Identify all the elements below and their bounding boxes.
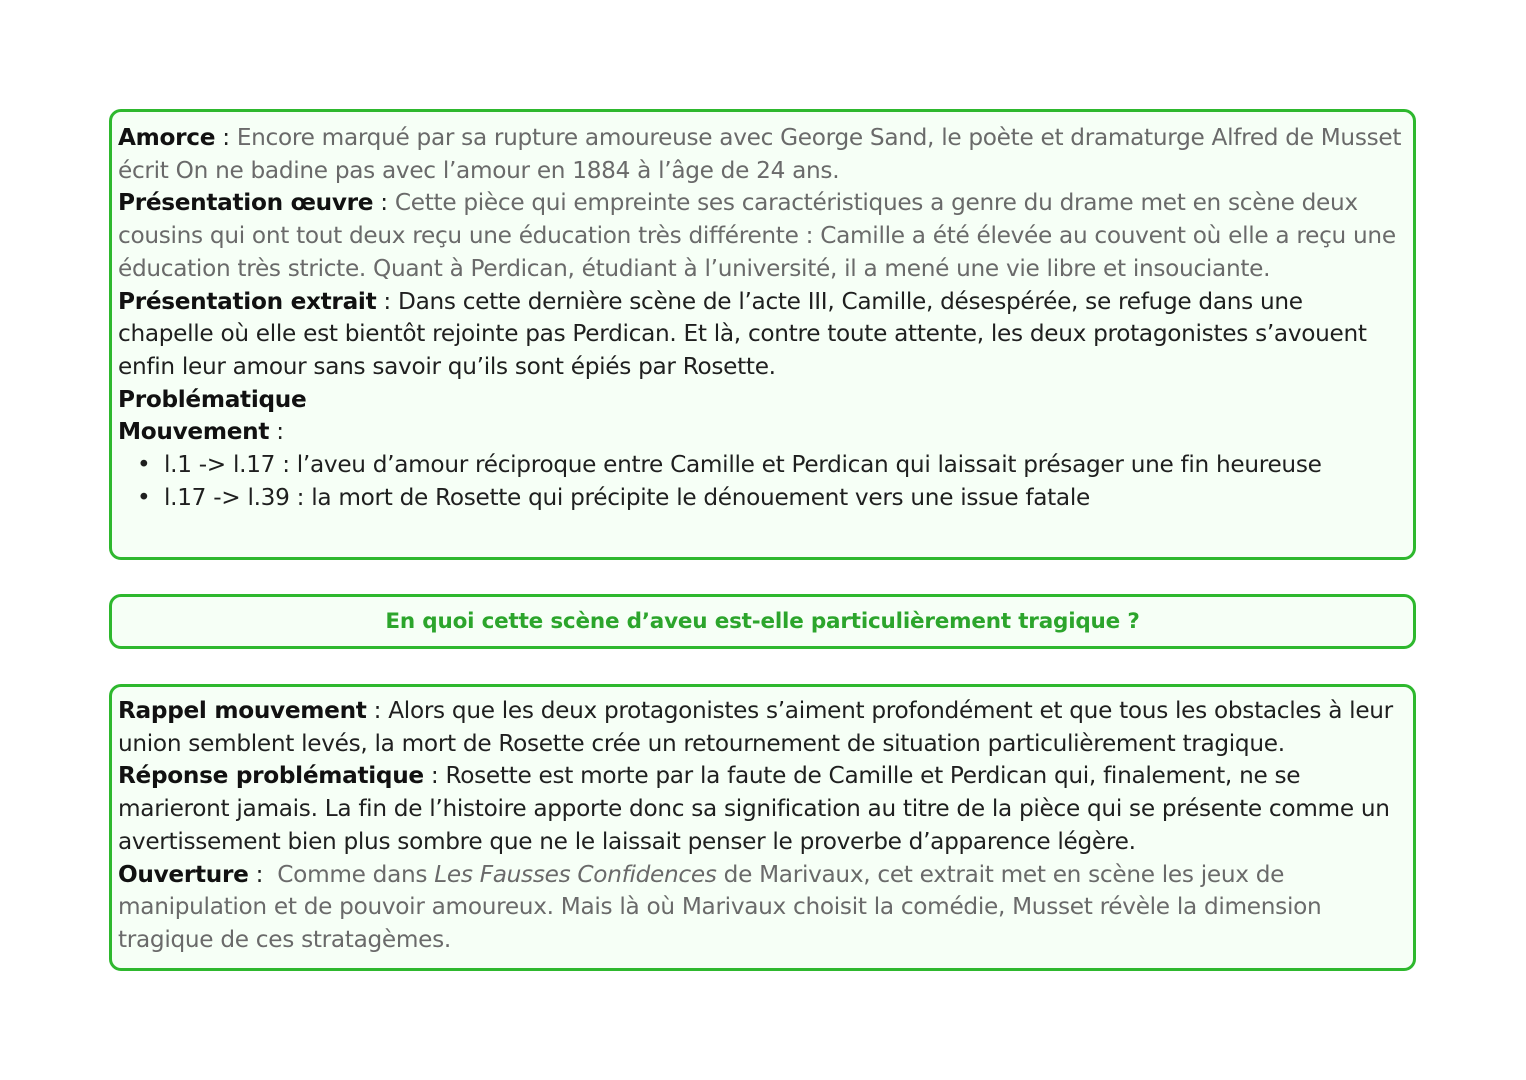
presentation-extrait-paragraph xyxy=(118,286,1403,384)
mouvement-label: Mouvement xyxy=(118,418,270,446)
mouvement-item-text: l.17 -> l.39 : la mort de Rosette qui précipite le dénouement vers une issue fatale xyxy=(164,483,1090,511)
presentation-extrait-separator: : xyxy=(376,287,399,315)
ouverture-separator: : xyxy=(248,860,278,888)
problematique-label: Problématique xyxy=(118,385,307,413)
ouverture-work-title: Les Fausses Confidences xyxy=(434,860,717,888)
reponse-text: Rosette est morte par la faute de Camille et Perdican qui, finalement, ne se marieront jamais. La fin de l’histoire apporte donc sa signification au titre de la pièce qui se présente comme un avertissement bien plus sombre que ne le laissait penser le proverbe d’apparence légère. xyxy=(118,762,1390,855)
rappel-separator: : xyxy=(366,697,389,724)
problematique-question: En quoi cette scène d’aveu est-elle particulièrement tragique ? xyxy=(385,609,1140,634)
reponse-label: Réponse problématique xyxy=(118,762,424,790)
reponse-paragraph xyxy=(118,760,1407,858)
list-item xyxy=(137,449,1403,482)
amorce-label: Amorce xyxy=(118,124,216,151)
mouvement-item-text: l.1 -> l.17 : l’aveu d’amour réciproque entre Camille et Perdican qui laissait présager une fin heureuse xyxy=(164,451,1322,479)
reponse-separator: : xyxy=(423,762,446,790)
problematique-heading xyxy=(118,384,1403,417)
rappel-paragraph xyxy=(118,695,1407,760)
amorce-paragraph xyxy=(118,122,1403,187)
presentation-oeuvre-separator: : xyxy=(373,189,395,217)
ouverture-text-before: Comme dans xyxy=(277,860,435,888)
ouverture-text-after: de Marivaux, cet extrait met en scène les jeux de manipulation et de pouvoir amoureux. Mais là où Marivaux choisit la comédie, Musset révèle la dimension tragique de ces stratagèmes. xyxy=(118,860,1322,953)
mouvement-heading xyxy=(118,416,1403,449)
conclusion-text xyxy=(118,695,1407,957)
mouvement-list xyxy=(118,449,1403,514)
bullet-icon: • xyxy=(137,483,151,511)
conclusion-box xyxy=(109,684,1416,971)
introduction-box xyxy=(109,109,1416,560)
introduction-text xyxy=(118,122,1403,514)
ouverture-paragraph xyxy=(118,859,1407,957)
amorce-separator: : xyxy=(215,124,237,151)
mouvement-separator: : xyxy=(269,418,284,446)
amorce-text: Encore marqué par sa rupture amoureuse avec George Sand, le poète et dramaturge Alfred de Musset écrit On ne badine pas avec l’amour en 1884 à l’âge de 24 ans. xyxy=(118,124,1402,184)
presentation-extrait-text: Dans cette dernière scène de l’acte III, Camille, désespérée, se refuge dans une chapelle où elle est bientôt rejointe pas Perdican. Et là, contre toute attente, les deux protagonistes s’avouent enfin leur amour sans savoir qu’ils sont épiés par Rosette. xyxy=(118,287,1367,380)
presentation-oeuvre-label: Présentation œuvre xyxy=(118,189,374,217)
bullet-icon: • xyxy=(137,451,151,479)
ouverture-label: Ouverture xyxy=(118,860,249,888)
presentation-oeuvre-paragraph xyxy=(118,187,1403,285)
list-item xyxy=(137,482,1403,515)
rappel-label: Rappel mouvement xyxy=(118,697,367,724)
rappel-text: Alors que les deux protagonistes s’aiment profondément et que tous les obstacles à leur union semblent levés, la mort de Rosette crée un retournement de situation particulièrement tragique. xyxy=(118,697,1393,757)
presentation-extrait-label: Présentation extrait xyxy=(118,287,377,315)
presentation-oeuvre-text: Cette pièce qui empreinte ses caractéristiques a genre du drame met en scène deux cousins qui ont tout deux reçu une éducation très différente : Camille a été élevée au couvent où elle a reçu une éducation très stricte. Quant à Perdican, étudiant à l’université, il a mené une vie libre et insouciante. xyxy=(118,189,1396,282)
problematique-box xyxy=(109,594,1416,649)
